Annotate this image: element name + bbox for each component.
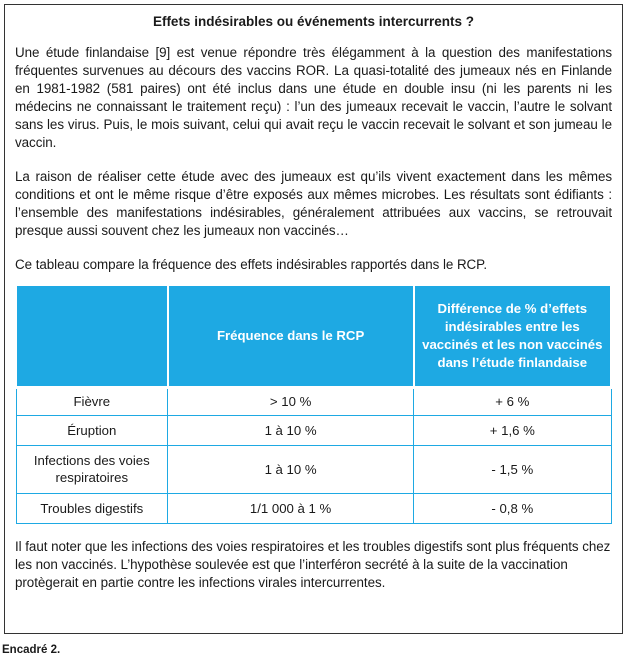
table-row <box>16 445 611 493</box>
table-cell-difference: + 6 % <box>414 387 611 415</box>
table-cell-difference: + 1,6 % <box>414 415 611 445</box>
paragraph-twins-rationale: La raison de réaliser cette étude avec des jumeaux est qu’ils vivent exactement dans les mêmes conditions et ont le même risque d’être exposés aux mêmes microbes. Les résultats sont édifiants : l’ensemble des manifestations indésirables, généralement attribuées aux vaccins, se retrouvait presque aussi souvent chez les jumeaux non vaccinés… <box>15 169 612 238</box>
comparison-table <box>15 284 612 524</box>
table-cell-effect: Infections des voies respiratoires <box>16 445 168 493</box>
box-title: Effets indésirables ou événements intercurrents ? <box>152 14 475 29</box>
table-cell-effect: Fièvre <box>16 387 168 415</box>
table-row <box>16 493 611 523</box>
table-header-row <box>16 285 611 387</box>
table-row <box>16 415 611 445</box>
table-cell-frequency: 1 à 10 % <box>168 445 414 493</box>
table-cell-effect: Éruption <box>16 415 168 445</box>
table-header-empty <box>16 285 168 387</box>
table-cell-difference: - 1,5 % <box>414 445 611 493</box>
table-header-frequency: Fréquence dans le RCP <box>168 285 414 387</box>
table-cell-frequency: 1 à 10 % <box>168 415 414 445</box>
table-cell-frequency: > 10 % <box>168 387 414 415</box>
table-header-difference: Différence de % d’effets indésirables entre les vaccinés et les non vaccinés dans l’étude finlandaise <box>414 285 611 387</box>
table-cell-frequency: 1/1 000 à 1 % <box>168 493 414 523</box>
table-cell-effect: Troubles digestifs <box>16 493 168 523</box>
paragraph-table-intro: Ce tableau compare la fréquence des effets indésirables rapportés dans le RCP. <box>15 257 488 272</box>
table-cell-difference: - 0,8 % <box>414 493 611 523</box>
table-row <box>16 387 611 415</box>
paragraph-conclusion: Il faut noter que les infections des voies respiratoires et les troubles digestifs sont plus fréquents chez les non vaccinés. L’hypothèse soulevée est que l’interféron secrété à la suite de la vaccination protègerait en partie contre les infections virales intercurrentes. <box>15 538 611 590</box>
paragraph-study-description: Une étude finlandaise [9] est venue répondre très élégamment à la question des manifestations fréquentes survenues au décours des vaccins ROR. La quasi-totalité des jumeaux nés en Finlande en 1981-1982 (581 paires) ont été inclus dans une étude en double insu (ni les parents ni les médecins ne connaissant le traitement reçu) : l’un des jumeaux recevait le vaccin, l’autre le solvant sans les virus. Puis, le mois suivant, celui qui avait reçu le vaccin recevait le solvant et son jumeau le vaccin. <box>15 45 612 150</box>
encadre-box <box>4 4 623 634</box>
figure-caption: Encadré 2. <box>2 644 61 656</box>
